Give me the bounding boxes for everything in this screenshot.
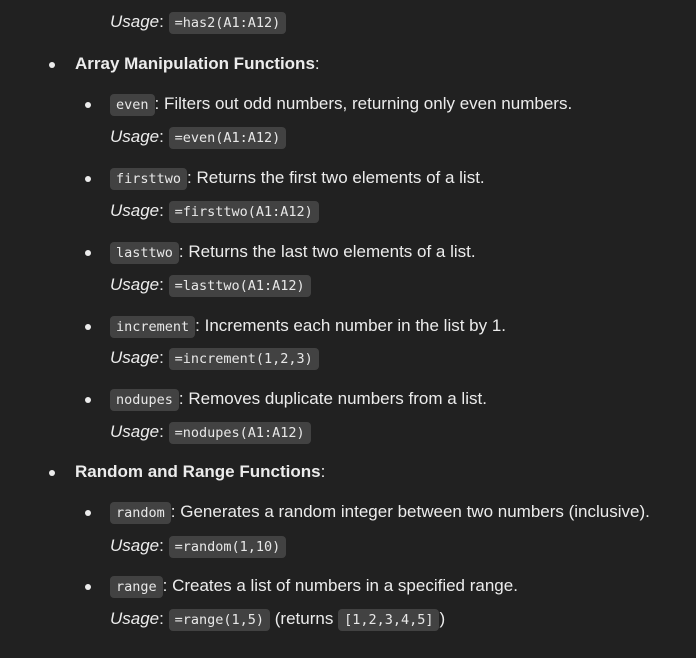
section-heading-random-range: Random and Range Functions:	[75, 462, 326, 481]
function-description: : Increments each number in the list by 1.	[195, 316, 507, 335]
usage-label: Usage	[110, 609, 160, 628]
returns-suffix: )	[439, 609, 446, 628]
function-description: : Generates a random integer between two numbers (inclusive).	[170, 502, 650, 521]
function-item-range	[110, 574, 518, 599]
returns-code: [1,2,3,4,5]	[338, 609, 439, 631]
function-description: : Removes duplicate numbers from a list.	[178, 389, 487, 408]
usage-line-range: Usage: =range(1,5) (returns [1,2,3,4,5] )	[110, 607, 445, 632]
section-bullet-icon	[49, 62, 55, 68]
function-description: : Filters out odd numbers, returning only even numbers.	[154, 94, 573, 113]
item-bullet-icon	[85, 584, 91, 590]
usage-code: =firsttwo(A1:A12)	[169, 201, 319, 223]
function-description: : Creates a list of numbers in a specified range.	[162, 576, 518, 595]
usage-line-even: Usage: =even(A1:A12)	[110, 125, 286, 150]
usage-code: =random(1,10)	[169, 536, 287, 558]
usage-label: Usage	[110, 422, 160, 441]
section-title: Random and Range Functions	[75, 462, 321, 481]
function-item-lasttwo	[110, 240, 476, 265]
function-name: increment	[110, 316, 195, 338]
function-description: : Returns the last two elements of a list.	[178, 242, 476, 261]
item-bullet-icon	[85, 510, 91, 516]
function-name: even	[110, 94, 155, 116]
usage-code: =range(1,5)	[169, 609, 270, 631]
item-bullet-icon	[85, 324, 91, 330]
function-item-even	[110, 92, 572, 117]
usage-line-increment: Usage: =increment(1,2,3)	[110, 346, 319, 371]
usage-code: =nodupes(A1:A12)	[169, 422, 311, 444]
section-heading-array-manipulation: Array Manipulation Functions:	[75, 54, 320, 73]
item-bullet-icon	[85, 250, 91, 256]
usage-label: Usage	[110, 127, 160, 146]
section-title: Array Manipulation Functions	[75, 54, 315, 73]
returns-prefix: (returns	[274, 609, 334, 628]
usage-label: Usage	[110, 201, 160, 220]
function-name: firsttwo	[110, 168, 187, 190]
function-name: range	[110, 576, 163, 598]
function-item-random	[110, 500, 650, 525]
usage-line-has2: Usage: =has2(A1:A12)	[110, 10, 286, 35]
usage-code: =increment(1,2,3)	[169, 348, 319, 370]
item-bullet-icon	[85, 397, 91, 403]
usage-label: Usage	[110, 348, 160, 367]
function-description: : Returns the first two elements of a list.	[187, 168, 485, 187]
top-partial-code	[110, 0, 350, 2]
usage-code: =even(A1:A12)	[169, 127, 287, 149]
function-item-nodupes	[110, 387, 487, 412]
usage-line-lasttwo: Usage: =lasttwo(A1:A12)	[110, 273, 311, 298]
usage-label: Usage	[110, 536, 160, 555]
function-item-firsttwo	[110, 166, 485, 191]
function-name: random	[110, 502, 171, 524]
section-bullet-icon	[49, 470, 55, 476]
usage-line-nodupes: Usage: =nodupes(A1:A12)	[110, 420, 311, 445]
item-bullet-icon	[85, 102, 91, 108]
usage-line-firsttwo: Usage: =firsttwo(A1:A12)	[110, 199, 319, 224]
usage-label: Usage	[110, 275, 160, 294]
function-name: nodupes	[110, 389, 179, 411]
usage-code: =lasttwo(A1:A12)	[169, 275, 311, 297]
function-name: lasttwo	[110, 242, 179, 264]
item-bullet-icon	[85, 176, 91, 182]
usage-label: Usage	[110, 12, 160, 31]
function-item-increment	[110, 314, 506, 339]
usage-line-random: Usage: =random(1,10)	[110, 534, 286, 559]
usage-code: =has2(A1:A12)	[169, 12, 287, 34]
